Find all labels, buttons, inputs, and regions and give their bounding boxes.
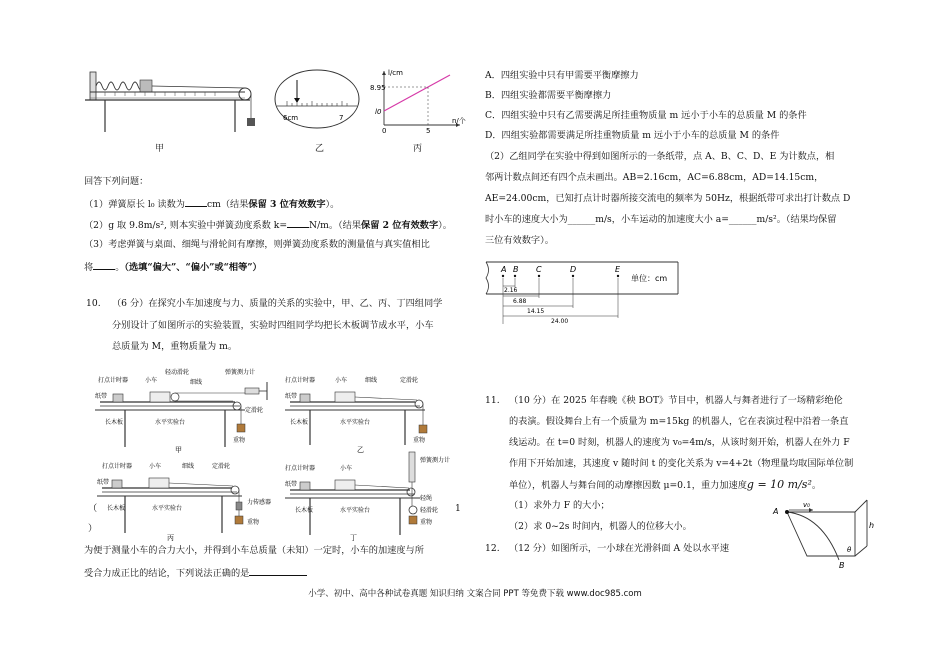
- part-2-line-4: 时小车的速度大小为______m/s，小车运动的加速度大小 a=______m/s²。（结果均保留: [485, 214, 837, 225]
- option-c: C．四组实验中只有乙需要满足所挂重物质量 m 远小于小车的总质量 M 的条件: [485, 110, 807, 121]
- tape-point-c: C: [536, 265, 542, 274]
- right-column: [475, 0, 950, 671]
- label-table: 水平实验台: [155, 419, 186, 426]
- incline-label-a: A: [773, 507, 779, 516]
- incline-figure: [767, 498, 877, 578]
- ruler-label-left: 6cm: [283, 114, 299, 122]
- gravity-expression: g = 10 m/s²: [746, 478, 812, 491]
- label-weight: 重物: [420, 519, 433, 526]
- q11-line-5-tail: 。: [811, 480, 822, 491]
- label-board: 长木板: [105, 419, 124, 426]
- apparatus-jia: [95, 362, 275, 454]
- tape-point-a: A: [501, 265, 507, 274]
- tail-2-text: 受合力成正比的结论，下列说法正确的是: [84, 568, 250, 579]
- question-11-line-2: 的表演。假设舞台上有一个质量为 m=15kg 的机器人，它在表演过程中沿着一条直: [509, 416, 849, 427]
- paren-open: （: [88, 503, 98, 514]
- q2-text-b: N/m。（结果: [309, 220, 362, 231]
- graph-y-axis-label: l/cm: [388, 69, 403, 77]
- answer-blank: [287, 218, 309, 228]
- question-12-text: （12 分）如图所示，一小球在光滑斜面 A 处以水平速: [509, 543, 730, 554]
- q2-text-d: ）。: [438, 220, 452, 231]
- answer-prompt: 回答下列问题：: [84, 176, 149, 187]
- q2-emphasis: 保留 2 位有效数字: [361, 220, 439, 231]
- graph-y0-label: l0: [375, 108, 382, 116]
- label-light-pulley: 轻动滑轮: [165, 369, 190, 376]
- q1-text-b: cm（结果: [207, 199, 249, 210]
- label-spring-scale: 弹簧测力计: [225, 369, 256, 376]
- answer-blank: [185, 197, 207, 207]
- question-10-number: 10.: [86, 298, 101, 309]
- label-tape: 纸带: [95, 393, 108, 400]
- question-11-sub-2: （2）求 0~2s 时间内，机器人的位移大小。: [509, 521, 692, 532]
- graph-origin: 0: [382, 127, 387, 135]
- figure-caption-bing: 丙: [413, 144, 423, 154]
- question-11-line-1: （10 分）在 2025 年春晚《秧 BOT》节目中，机器人与舞者进行了一场精彩绝伦: [509, 395, 843, 406]
- question-9-part-3: （3）考虑弹簧与桌面、细绳与滑轮间有摩擦，则弹簧劲度系数的测量值与真实值相比: [84, 239, 430, 250]
- q3-text-b: 将: [84, 262, 94, 273]
- option-b: B．四组实验都需要平衡摩擦力: [485, 90, 612, 101]
- tape-point-e: E: [615, 265, 621, 274]
- label-tape: 纸带: [285, 481, 298, 488]
- label-weight: 重物: [247, 519, 260, 526]
- label-fixed-pulley: 定滑轮: [400, 377, 419, 384]
- incline-label-b: B: [839, 561, 845, 570]
- incline-label-theta: θ: [847, 546, 852, 554]
- incline-label-h: h: [869, 521, 875, 530]
- option-d: D．四组实验都需要满足所挂重物质量 m 远小于小车的总质量 M 的条件: [485, 130, 780, 141]
- label-board: 长木板: [295, 507, 314, 514]
- label-cart: 小车: [340, 465, 353, 472]
- label-string: 细线: [182, 463, 195, 470]
- apparatus-caption-jia: 甲: [175, 446, 182, 454]
- answer-blank: [93, 260, 115, 270]
- spring-apparatus-figure: [85, 70, 260, 135]
- stray-page-one: 1: [455, 503, 461, 514]
- label-weight: 重物: [233, 437, 246, 444]
- q1-emphasis: 保留 3 位有效数字: [248, 199, 326, 210]
- apparatus-caption-ding: 丁: [350, 534, 357, 542]
- label-string: 细线: [190, 379, 203, 386]
- length-count-graph: [370, 65, 470, 135]
- ruler-label-right: 7: [339, 114, 344, 122]
- part-2-line-1: （2）乙组同学在实验中得到如图所示的一条纸带，点 A、B、C、D、E 为计数点，相: [485, 151, 835, 162]
- question-12-number: 12.: [485, 543, 500, 554]
- paper-tape-figure: [483, 256, 683, 326]
- tape-dim-ab: 2.16: [504, 287, 518, 294]
- option-a: A．四组实验中只有甲需要平衡摩擦力: [485, 70, 639, 81]
- label-cart: 小车: [145, 377, 158, 384]
- question-10-line-3: 总质量为 M，重物质量为 m。: [112, 341, 238, 352]
- apparatus-ding: [285, 450, 460, 543]
- q2-text-a: （2）g 取 9.8m/s², 则本实验中弹簧劲度系数 k=: [84, 220, 288, 231]
- apparatus-caption-yi: 乙: [357, 446, 364, 454]
- label-tape: 纸带: [97, 479, 110, 486]
- incline-label-v0: v₀: [803, 501, 810, 509]
- question-9-part-1: [84, 197, 339, 211]
- tape-point-b: B: [513, 265, 519, 274]
- question-10-tail-1: 为便于测量小车的合力大小，并得到小车总质量（未知）一定时，小车的加速度与所: [84, 545, 424, 556]
- label-cart: 小车: [335, 377, 348, 384]
- q3-emphasis: （选填“偏大”、“偏小”或“相等”）: [124, 262, 262, 273]
- label-board: 长木板: [107, 505, 126, 512]
- label-table: 水平实验台: [152, 505, 183, 512]
- tape-dim-ad: 14.15: [527, 308, 545, 315]
- label-timer: 打点计时器: [102, 463, 133, 470]
- label-fixed-pulley: 定滑轮: [245, 407, 264, 414]
- tape-dim-ae: 24.00: [551, 318, 569, 325]
- tape-point-d: D: [570, 265, 577, 274]
- question-11-line-4: 作用下开始加速，其速度 v 随时间 t 的变化关系为 v=4+2t（物理量均取国际单位制: [509, 458, 854, 469]
- label-string: 细线: [365, 377, 378, 384]
- part-2-line-2: 邻两计数点间还有四个点未画出。AB=2.16cm，AC=6.88cm，AD=14.15cm，: [485, 172, 824, 183]
- label-table: 水平实验台: [340, 419, 371, 426]
- graph-y-value: 8.95: [370, 84, 386, 92]
- question-10-line-1: （6 分）在探究小车加速度与力、质量的关系的实验中，甲、乙、丙、丁四组同学: [112, 298, 443, 309]
- question-10-tail-2: [84, 566, 307, 580]
- figure-caption-jia: 甲: [155, 144, 165, 154]
- label-board: 长木板: [290, 419, 309, 426]
- graph-x-axis-label: n/个: [452, 117, 466, 125]
- label-spring-scale: 弹簧测力计: [420, 457, 451, 464]
- tape-unit: 单位：cm: [631, 274, 668, 283]
- graph-x-value: 5: [426, 127, 431, 135]
- question-10-line-2: 分别设计了如图所示的实验装置，实验时四组同学均把长木板调节成水平，小车: [112, 320, 434, 331]
- question-11-number: 11.: [485, 395, 500, 406]
- question-9-part-3-cont: [84, 260, 262, 274]
- question-9-part-2: [84, 218, 452, 232]
- label-fixed-pulley: 定滑轮: [212, 463, 231, 470]
- apparatus-yi: [285, 370, 445, 455]
- apparatus-bing: [97, 458, 272, 543]
- question-11-sub-1: （1）求外力 F 的大小；: [509, 500, 610, 511]
- label-timer: 打点计时器: [285, 465, 316, 472]
- ruler-reading-figure: [273, 68, 361, 130]
- figure-caption-yi: 乙: [315, 144, 325, 154]
- label-light-pulley: 轻滑轮: [420, 507, 439, 514]
- answer-blank: [249, 566, 307, 576]
- q3-text-c: 。: [115, 262, 125, 273]
- label-weight: 重物: [413, 437, 426, 444]
- tape-dim-ac: 6.88: [513, 298, 527, 305]
- label-table: 水平实验台: [340, 507, 371, 514]
- label-timer: 打点计时器: [285, 377, 316, 384]
- label-force-sensor: 力传感器: [247, 499, 272, 506]
- paren-close: ）: [88, 523, 98, 534]
- q11-line-5-text: 单位），机器人与舞台间的动摩擦因数 μ=0.1，重力加速度: [509, 480, 747, 491]
- label-cart: 小车: [149, 463, 162, 470]
- part-2-line-3: AE=24.00cm，已知打点计时器所接交流电的频率为 50Hz，根据纸带可求出打计数点 D: [485, 193, 851, 204]
- label-light-rope: 轻绳: [420, 495, 433, 502]
- q1-text-d: ）。: [325, 199, 340, 210]
- q1-text-a: （1）弹簧原长 l₀ 读数为: [84, 199, 185, 210]
- question-11-line-5: [509, 479, 821, 492]
- page-footer: 小学、初中、高中各种试卷真题 知识归纳 文案合同 PPT 等免费下载 www.doc985.com: [308, 589, 642, 599]
- label-timer: 打点计时器: [98, 377, 129, 384]
- question-11-line-3: 线运动。在 t=0 时刻，机器人的速度为 v₀=4m/s，从该时刻开始，机器人在外力 F: [509, 437, 850, 448]
- label-tape: 纸带: [285, 393, 298, 400]
- part-2-line-5: 三位有效数字）。: [485, 235, 554, 246]
- apparatus-caption-bing: 丙: [167, 534, 174, 542]
